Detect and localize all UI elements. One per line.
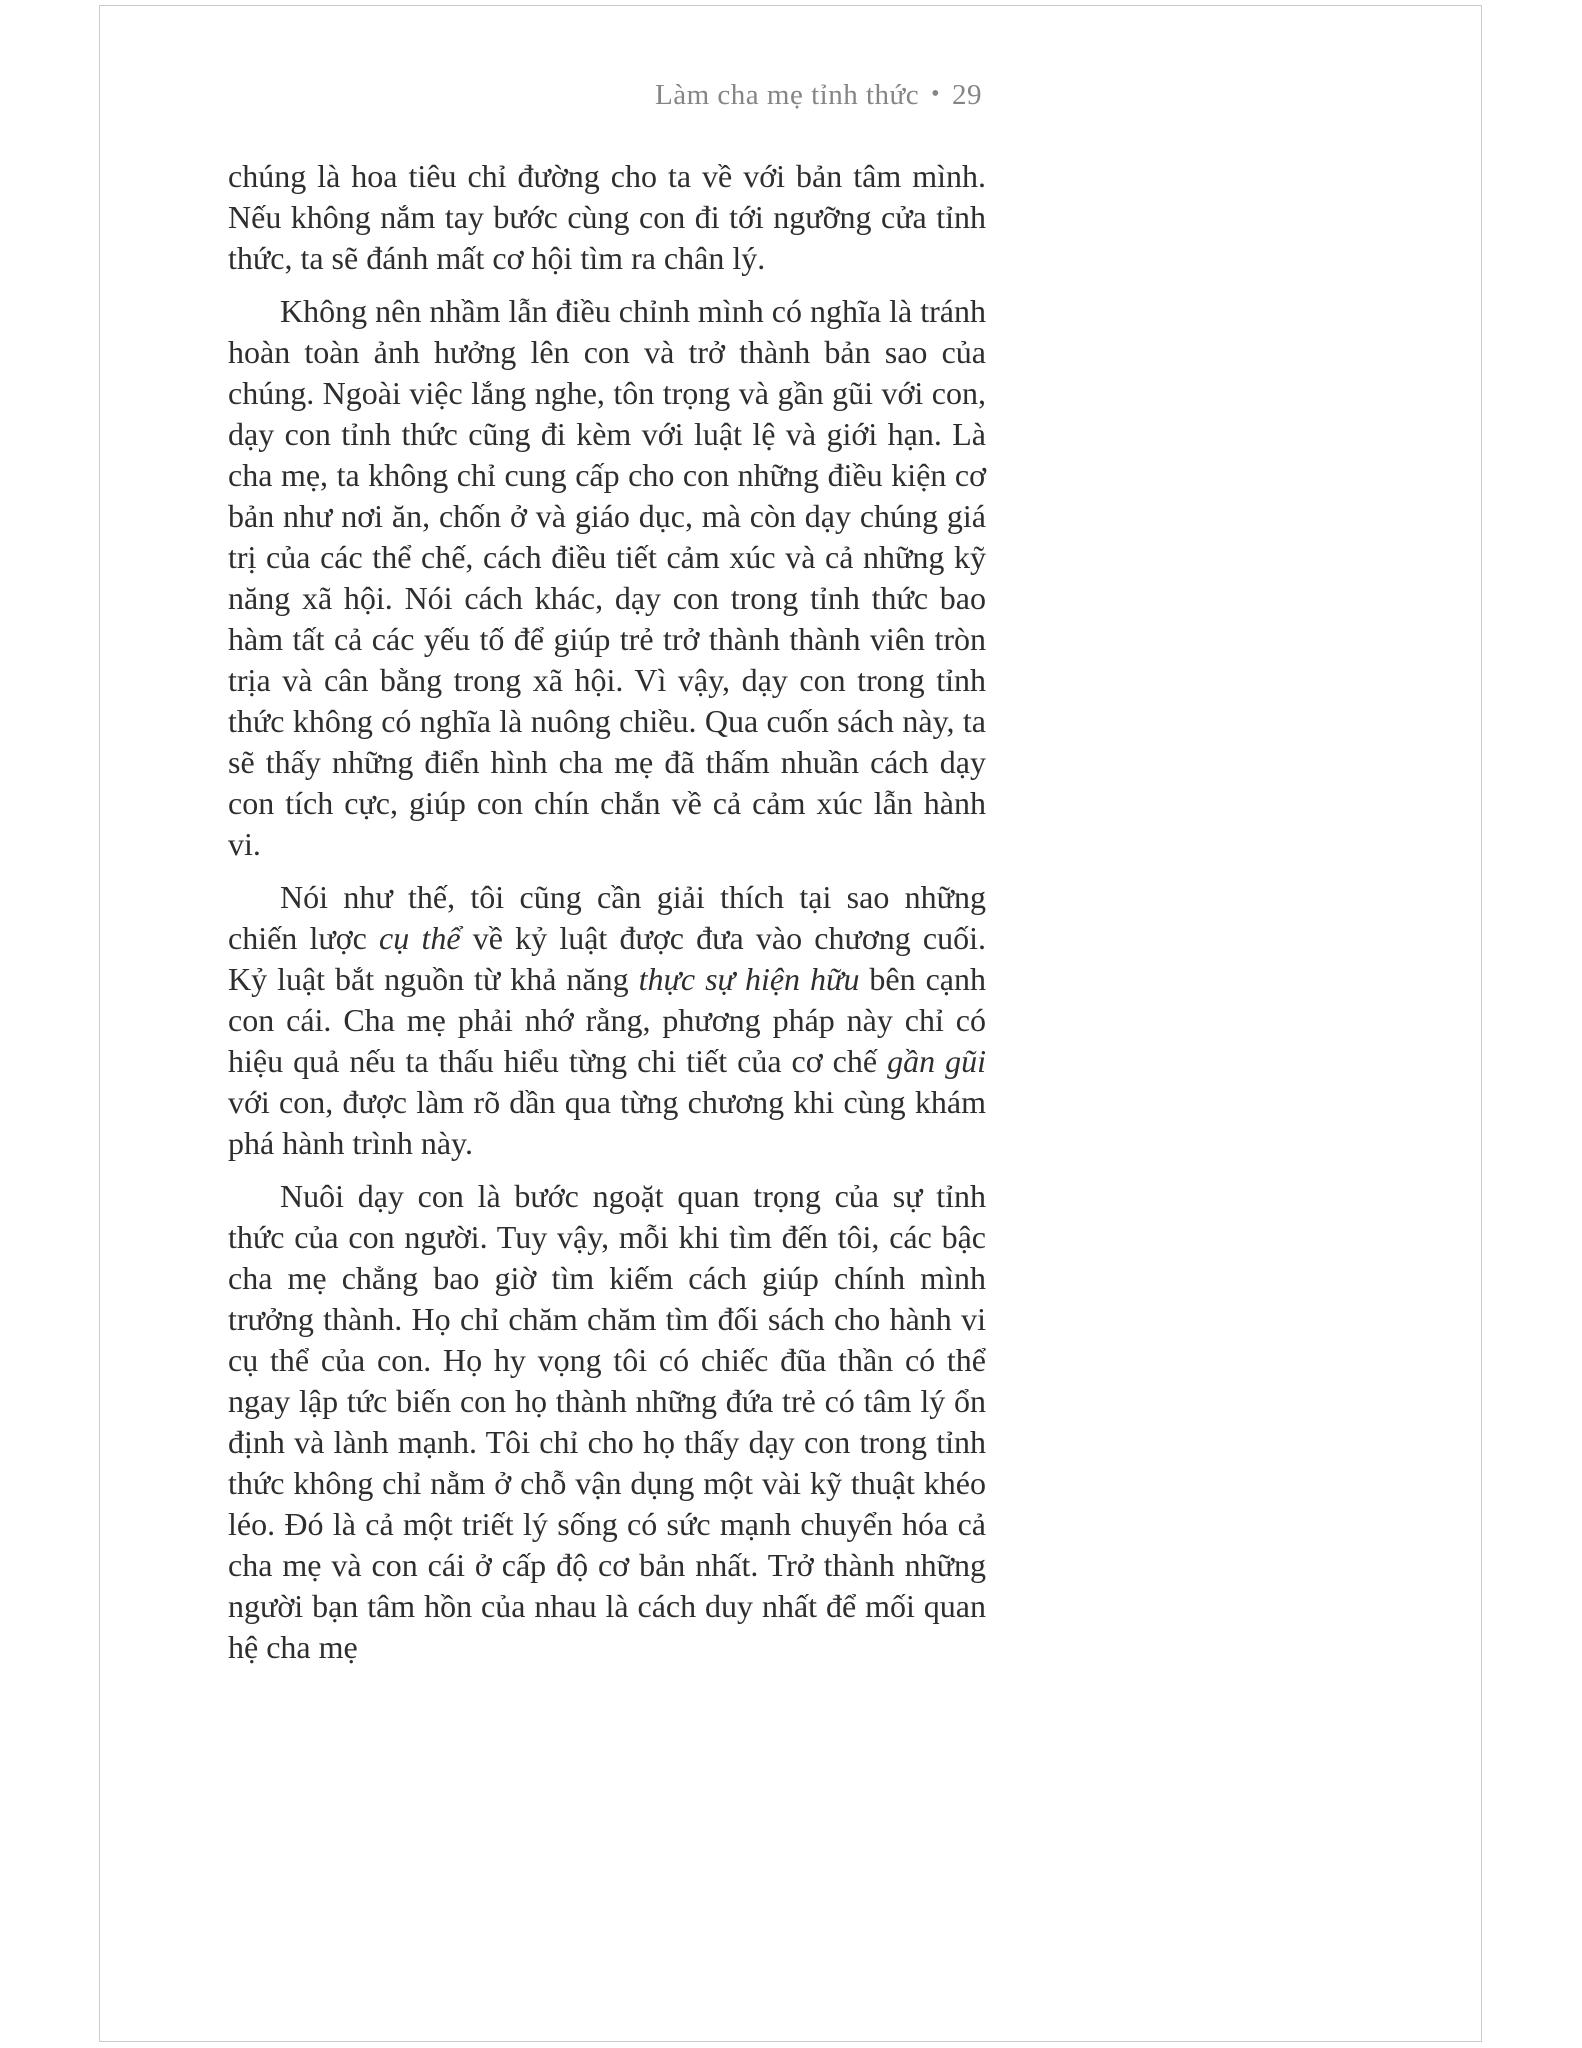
- text-run: Không nên nhầm lẫn điều chỉnh mình có nghĩa là tránh hoàn toàn ảnh hưởng lên con và trở thành bản sao của chúng. Ngoài việc lắng nghe, tôn trọng và gần gũi với con, dạy con tỉnh thức cũng đi kèm với luật lệ và giới hạn. Là cha mẹ, ta không chỉ cung cấp cho con những điều kiện cơ bản như nơi ăn, chốn ở và giáo dục, mà còn dạy chúng giá trị của các thể chế, cách điều tiết cảm xúc và cả những kỹ năng xã hội. Nói cách khác, dạy con trong tỉnh thức bao hàm tất cả các yếu tố để giúp trẻ trở thành thành viên tròn trịa và cân bằng trong xã hội. Vì vậy, dạy con trong tỉnh thức không có nghĩa là nuông chiều. Qua cuốn sách này, ta sẽ thấy những điển hình cha mẹ đã thấm nhuần cách dạy con tích cực, giúp con chín chắn về cả cảm xúc lẫn hành vi.: [228, 293, 986, 862]
- text-run: chúng là hoa tiêu chỉ đường cho ta về với bản tâm mình. Nếu không nắm tay bước cùng con đi tới ngưỡng cửa tỉnh thức, ta sẽ đánh mất cơ hội tìm ra chân lý.: [228, 158, 986, 276]
- text-run: về kỷ luật được đưa vào chương cuối. Kỷ luật bắt nguồn từ khả năng: [228, 920, 987, 997]
- paragraph-3: [228, 877, 986, 1164]
- page-content: [228, 78, 986, 1668]
- emphasized-phrase: gần gũi: [887, 1043, 987, 1079]
- text-run: bên cạnh con cái. Cha mẹ phải nhớ rằng, phương pháp này chỉ có hiệu quả nếu ta thấu hiểu từng chi tiết của cơ chế: [228, 961, 987, 1079]
- page-number: 29: [952, 79, 982, 111]
- paragraph-1: [228, 156, 986, 279]
- body-text-block: [228, 156, 986, 1668]
- paragraph-2: [228, 291, 986, 865]
- text-run: Nuôi dạy con là bước ngoặt quan trọng của sự tỉnh thức của con người. Tuy vậy, mỗi khi tìm đến tôi, các bậc cha mẹ chẳng bao giờ tìm kiếm cách giúp chính mình trưởng thành. Họ chỉ chăm chăm tìm đối sách cho hành vi cụ thể của con. Họ hy vọng tôi có chiếc đũa thần có thể ngay lập tức biến con họ thành những đứa trẻ có tâm lý ổn định và lành mạnh. Tôi chỉ cho họ thấy dạy con trong tỉnh thức không chỉ nằm ở chỗ vận dụng một vài kỹ thuật khéo léo. Đó là cả một triết lý sống có sức mạnh chuyển hóa cả cha mẹ và con cái ở cấp độ cơ bản nhất. Trở thành những người bạn tâm hồn của nhau là cách duy nhất để mối quan hệ cha mẹ: [228, 1178, 986, 1665]
- running-header: [228, 78, 982, 114]
- emphasized-phrase: thực sự hiện hữu: [638, 961, 860, 997]
- emphasized-phrase: cụ thể: [379, 920, 461, 956]
- header-separator-bullet: •: [931, 81, 940, 107]
- text-run: với con, được làm rõ dần qua từng chương khi cùng khám phá hành trình này.: [228, 1084, 986, 1161]
- running-header-title: Làm cha mẹ tỉnh thức: [655, 79, 920, 111]
- paragraph-4: [228, 1176, 986, 1668]
- text-run: Nói như thế, tôi cũng cần giải thích tại sao những chiến lược: [228, 879, 986, 956]
